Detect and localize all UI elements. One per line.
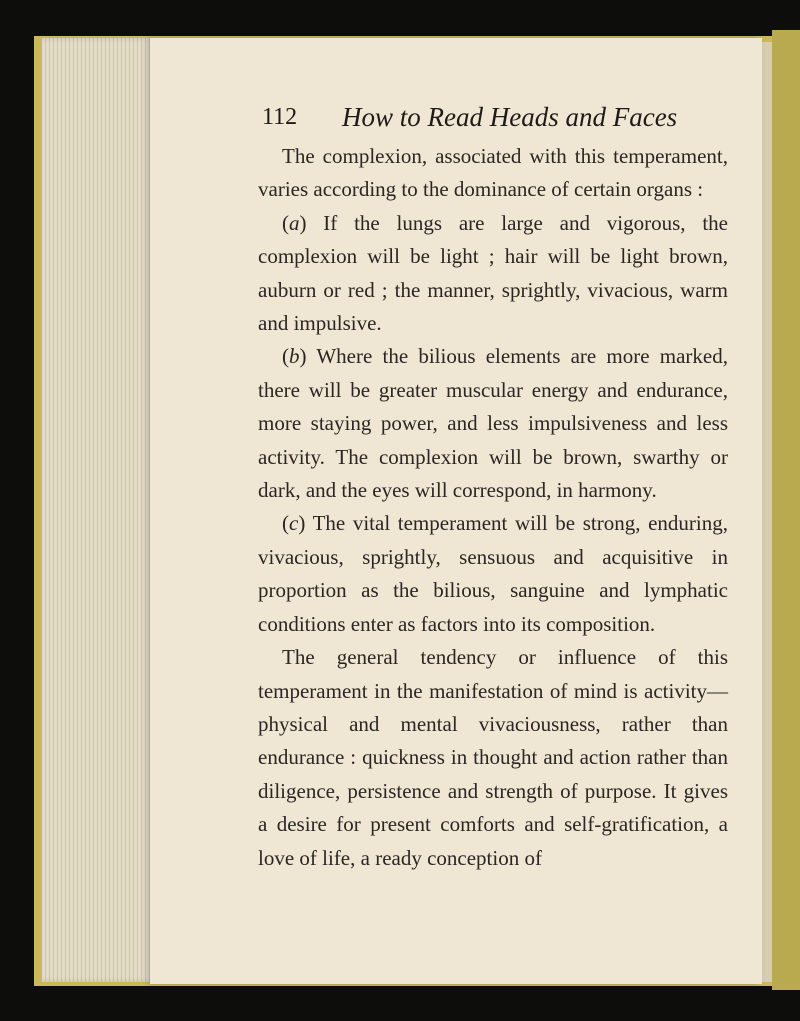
- paragraph-text: The complexion, associated with this temperament, varies according to the dominance of certain organs :: [258, 144, 728, 202]
- paragraph-text: If the lungs are large and vigorous, the complexion will be light ; hair will be light brown, auburn or red ; the manner, sprightly, vivacious, warm and impulsive.: [258, 210, 728, 336]
- paragraph-label: a: [289, 210, 300, 235]
- paragraph-b: (b) Where the bilious elements are more marked, there will be greater muscular energy and endurance, more staying power, and less impulsiveness and less activity. The complexion will be brown, swarthy or dark, and the eyes will correspond, in harmony.: [258, 344, 728, 503]
- paragraph: [258, 641, 728, 875]
- paragraph-text: Where the bilious elements are more marked, there will be greater muscular energy and endurance, more staying power, and less impulsiveness and less activity. The complexion will be brown, swarthy or dark, and the eyes will correspond, in harmony.: [258, 344, 728, 503]
- paragraph-text: The general tendency or influence of this temperament in the manifestation of mind is activity—physical and mental vivaciousness, rather than endurance : quickness in thought and action rather than diligence, persistence and strength of purpose. It gives a desire for present comforts and self-gratification, a love of life, a ready conception of: [258, 645, 728, 870]
- paragraph-a: (a) If the lungs are large and vigorous, the complexion will be light ; hair will be light brown, auburn or red ; the manner, sprightly, vivacious, warm and impulsive.: [258, 210, 728, 336]
- paragraph-text: The vital temperament will be strong, enduring, vivacious, sprightly, sensuous and acquisitive in proportion as the bilious, sanguine and lymphatic conditions enter as factors into its composition.: [258, 511, 728, 636]
- paragraph-label: b: [289, 344, 300, 369]
- cover-edge-right: [772, 30, 800, 990]
- running-title: How to Read Heads and Faces: [342, 102, 678, 132]
- page-header: [262, 104, 732, 144]
- page-number: 112: [262, 104, 298, 130]
- paragraph: [258, 140, 728, 207]
- paragraph-c: (c) The vital temperament will be strong, enduring, vivacious, sprightly, sensuous and acquisitive in proportion as the bilious, sanguine and lymphatic conditions enter as factors into its composition.: [258, 511, 728, 636]
- body-text: [258, 140, 728, 900]
- page-edge-right: [762, 42, 772, 982]
- paragraph-label: c: [289, 511, 299, 536]
